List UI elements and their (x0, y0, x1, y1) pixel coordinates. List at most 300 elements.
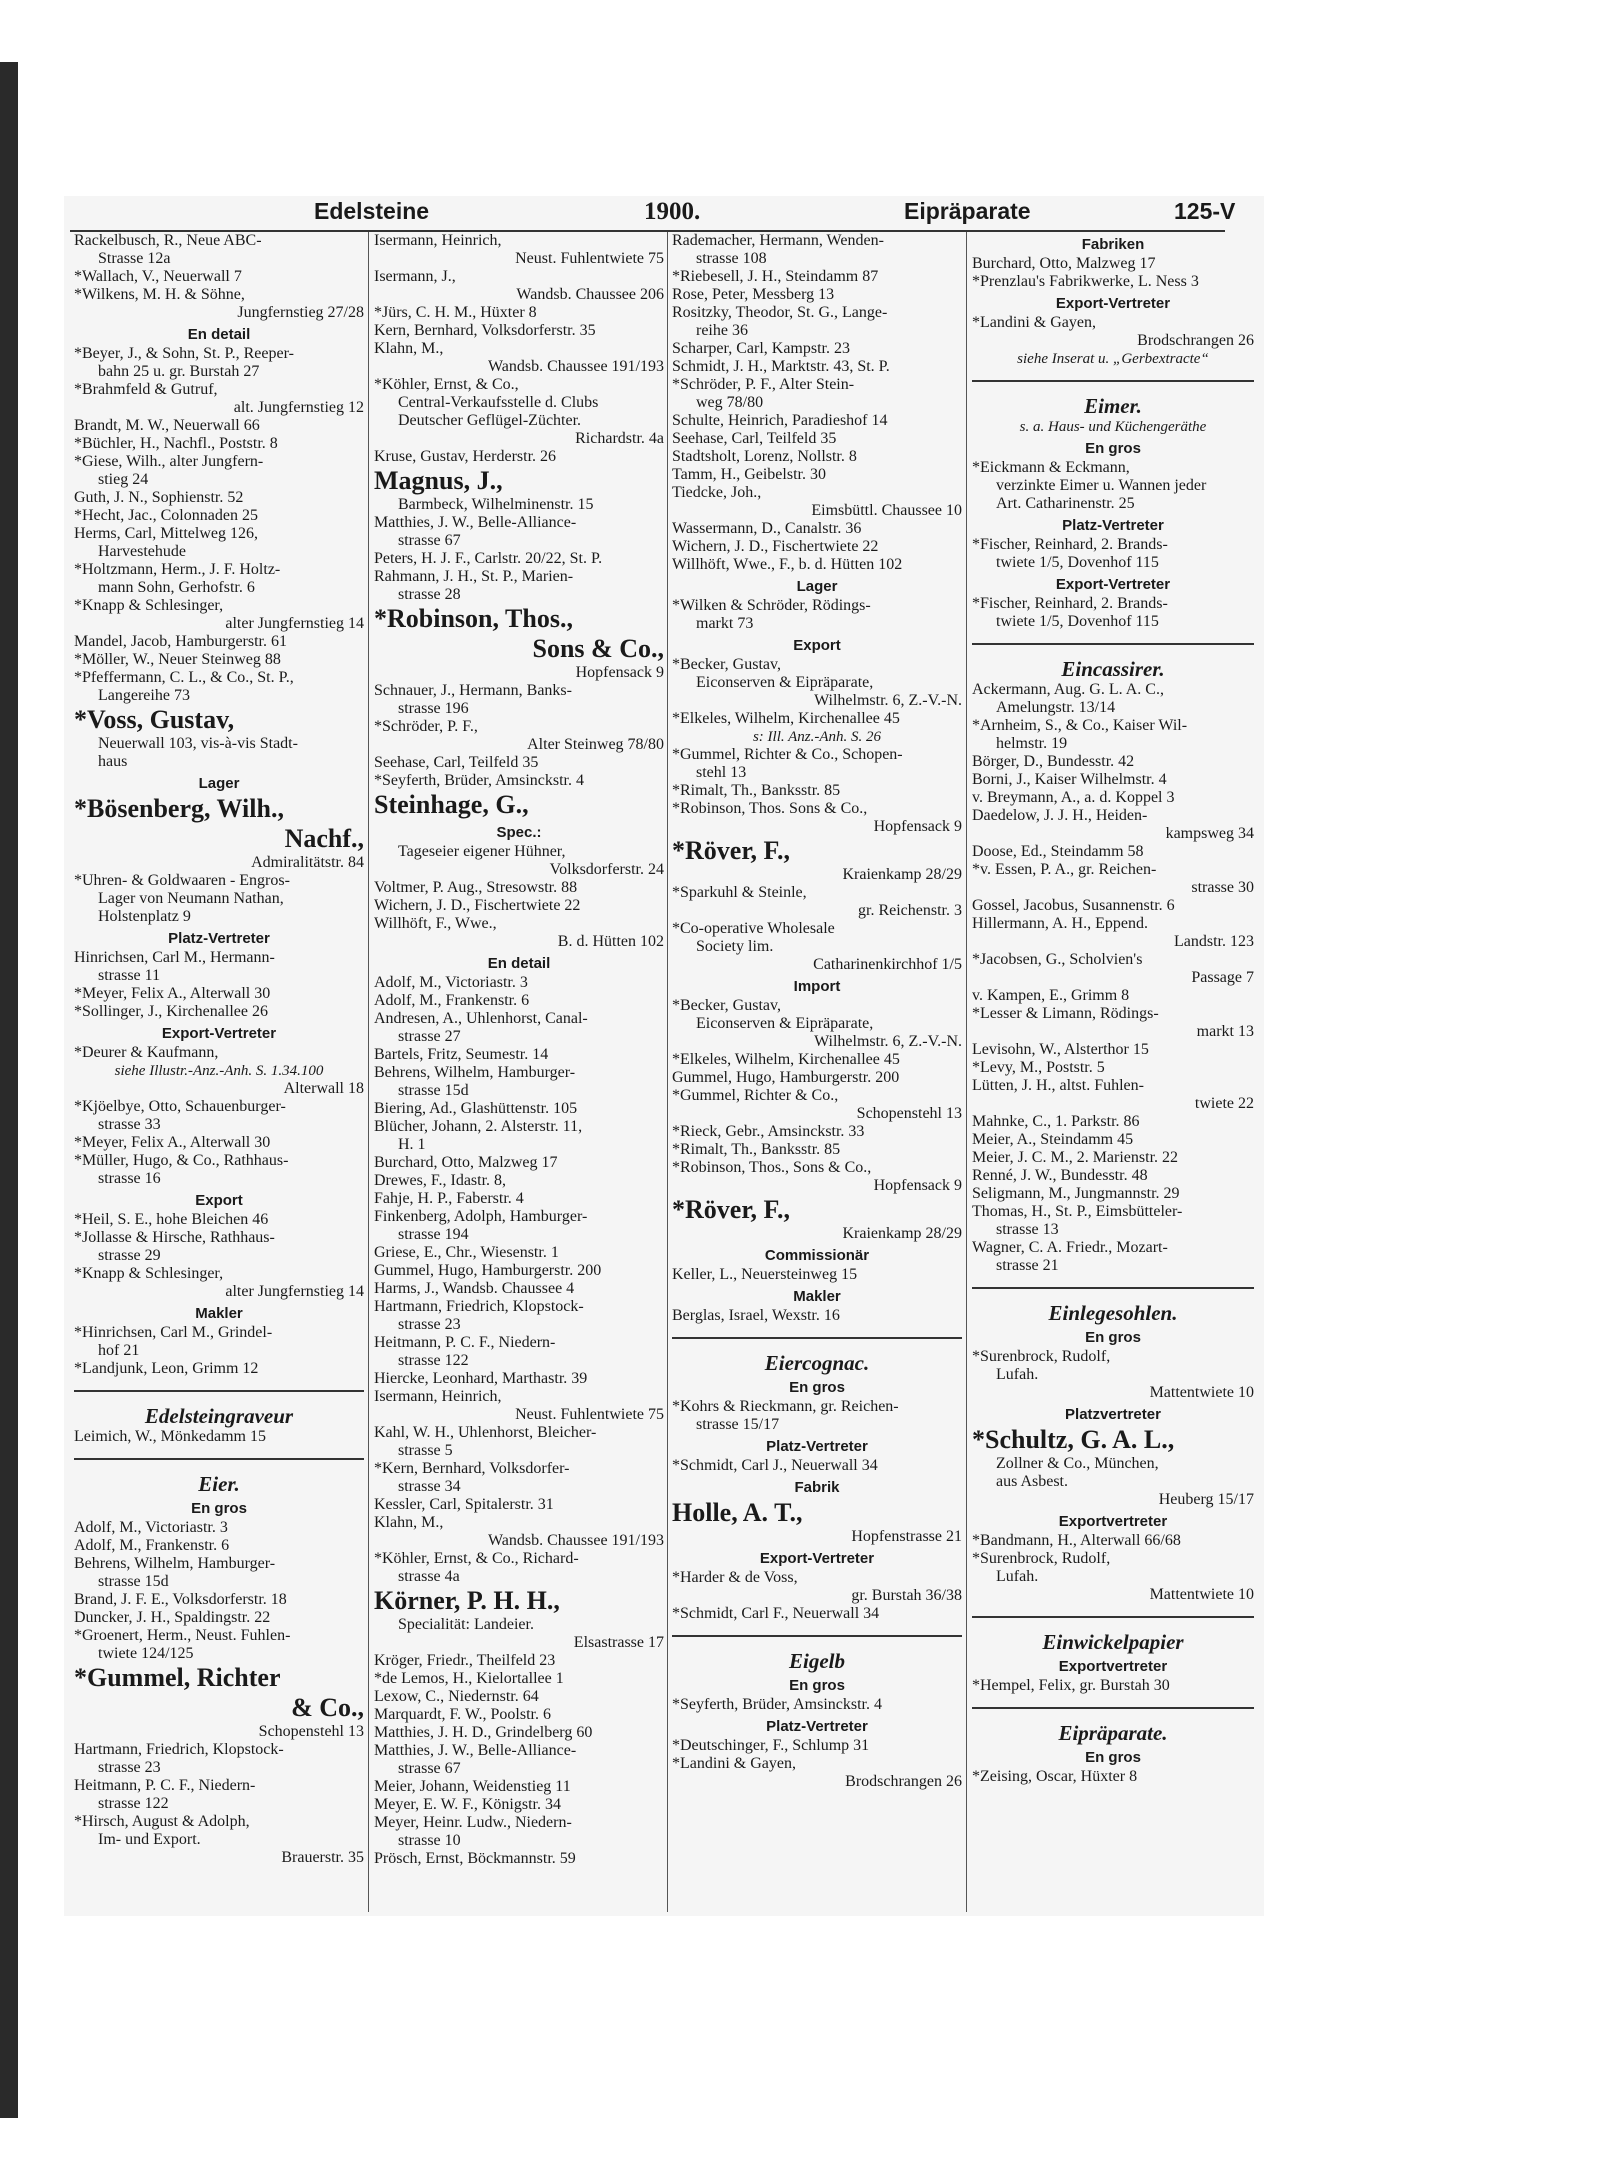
entry-continuation: strasse 11 (98, 967, 161, 984)
directory-entry: Drewes, F., Idastr. 8, (374, 1172, 507, 1189)
directory-entry: Klahn, M., (374, 340, 444, 357)
directory-entry: *Elkeles, Wilhelm, Kirchenallee 45 (672, 1051, 900, 1068)
entry-continuation: twiete 1/5, Dovenhof 115 (996, 613, 1159, 630)
directory-entry: v. Breymann, A., a. d. Koppel 3 (972, 789, 1175, 806)
entry-continuation: hof 21 (98, 1342, 140, 1359)
header-middle-title: Eipräparate (904, 198, 1031, 224)
directory-column-1 (74, 232, 364, 1912)
directory-entry: Schmidt, J. H., Marktstr. 43, St. P. (672, 358, 890, 375)
directory-entry: Schnauer, J., Hermann, Banks- (374, 682, 572, 699)
directory-entry: *Surenbrock, Rudolf, (972, 1550, 1111, 1567)
entry-continuation: strasse 108 (696, 250, 767, 267)
directory-entry: Bartels, Fritz, Seumestr. 14 (374, 1046, 549, 1063)
entry-continuation: strasse 122 (98, 1795, 169, 1812)
directory-entry: *Kern, Bernhard, Volksdorfer- (374, 1460, 570, 1477)
directory-entry: Adolf, M., Victoriastr. 3 (74, 1519, 228, 1536)
directory-entry: Wichern, J. D., Fischertwiete 22 (672, 538, 879, 555)
column-divider (667, 232, 668, 1912)
reference-note: s: Ill. Anz.-Anh. S. 26 (752, 729, 882, 745)
section-subheading: En detail (487, 955, 551, 972)
directory-entry: Gummel, Hugo, Hamburgerstr. 200 (672, 1069, 900, 1086)
entry-address: Volksdorferstr. 24 (549, 861, 664, 878)
section-subheading: Platz-Vertreter (766, 1718, 868, 1735)
entry-continuation: strasse 10 (398, 1832, 461, 1849)
directory-entry: *Schmidt, Carl F., Neuerwall 34 (672, 1605, 880, 1622)
directory-entry: Seligmann, M., Jungmannstr. 29 (972, 1185, 1180, 1202)
directory-entry: Tiedcke, Joh., (672, 484, 762, 501)
directory-entry: *Schröder, P. F., Alter Stein- (672, 376, 855, 393)
entry-address: Alter Steinweg 78/80 (527, 736, 664, 753)
featured-entry: *Röver, F., (672, 1195, 790, 1224)
featured-entry: *Robinson, Thos., (374, 604, 573, 633)
directory-entry: *Prenzlau's Fabrikwerke, L. Ness 3 (972, 273, 1199, 290)
reference-note: siehe Illustr.-Anz.-Anh. S. 1.34.100 (114, 1063, 324, 1079)
directory-entry: Meier, J. C. M., 2. Marienstr. 22 (972, 1149, 1179, 1166)
directory-entry: *Seyferth, Brüder, Amsinckstr. 4 (672, 1696, 882, 1713)
directory-entry: *Riebesell, J. H., Steindamm 87 (672, 268, 879, 285)
directory-entry: *Heil, S. E., hohe Bleichen 46 (74, 1211, 269, 1228)
directory-entry: Burchard, Otto, Malzweg 17 (374, 1154, 558, 1171)
directory-entry: *Seyferth, Brüder, Amsinckstr. 4 (374, 772, 584, 789)
directory-entry: Peters, H. J. F., Carlstr. 20/22, St. P. (374, 550, 603, 567)
directory-entry: Brandt, M. W., Neuerwall 66 (74, 417, 260, 434)
section-subheading: Export (793, 637, 841, 654)
section-subheading: Export-Vertreter (161, 1025, 277, 1042)
entry-address: Hopfensack 9 (873, 1177, 962, 1194)
featured-entry: Holle, A. T., (672, 1498, 803, 1527)
entry-continuation: Art. Catharinenstr. 25 (996, 495, 1135, 512)
entry-continuation: strasse 196 (398, 700, 469, 717)
section-subheading: Export-Vertreter (1055, 295, 1171, 312)
directory-entry: *Giese, Wilh., alter Jungfern- (74, 453, 264, 470)
section-title: Eiercognac. (672, 1337, 962, 1375)
featured-entry: Körner, P. H. H., (374, 1586, 560, 1615)
entry-address: Elsastrasse 17 (573, 1634, 664, 1651)
directory-entry: *Meyer, Felix A., Alterwall 30 (74, 985, 271, 1002)
section-subheading: Lager (796, 578, 838, 595)
entry-continuation: Eiconserven & Eipräparate, (696, 1015, 874, 1032)
entry-address: gr. Burstah 36/38 (851, 1587, 962, 1604)
entry-continuation: strasse 15/17 (696, 1416, 780, 1433)
entry-continuation: Amelungstr. 13/14 (996, 699, 1116, 716)
directory-entry: *Sollinger, J., Kirchenallee 26 (74, 1003, 268, 1020)
entry-address: twiete 22 (1194, 1095, 1254, 1112)
featured-entry: *Voss, Gustav, (74, 705, 235, 734)
directory-entry: Seehase, Carl, Teilfeld 35 (374, 754, 539, 771)
directory-entry: Rositzky, Theodor, St. G., Lange- (672, 304, 888, 321)
directory-entry: Meier, Johann, Weidenstieg 11 (374, 1778, 571, 1795)
entry-address: alter Jungfernstieg 14 (225, 1283, 364, 1300)
directory-entry: Matthies, J. H. D., Grindelberg 60 (374, 1724, 593, 1741)
directory-entry: *Rimalt, Th., Banksstr. 85 (672, 782, 841, 799)
directory-entry: *Hecht, Jac., Colonnaden 25 (74, 507, 258, 524)
entry-continuation: Harvestehude (98, 543, 186, 560)
entry-continuation: strasse 67 (398, 532, 461, 549)
featured-entry: & Co., (291, 1693, 364, 1722)
directory-entry: Keller, L., Neuersteinweg 15 (672, 1266, 858, 1283)
directory-entry: Prösch, Ernst, Böckmannstr. 59 (374, 1850, 576, 1867)
directory-entry: Stadtsholt, Lorenz, Nollstr. 8 (672, 448, 857, 465)
directory-entry: *Lesser & Limann, Rödings- (972, 1005, 1159, 1022)
directory-entry: *Jacobsen, G., Scholvien's (972, 951, 1143, 968)
directory-entry: Brand, J. F. E., Volksdorferstr. 18 (74, 1591, 287, 1608)
entry-continuation: stieg 24 (98, 471, 149, 488)
directory-entry: Kern, Bernhard, Volksdorferstr. 35 (374, 322, 596, 339)
directory-entry: *Becker, Gustav, (672, 656, 781, 673)
directory-entry: *Gummel, Richter & Co., Schopen- (672, 746, 903, 763)
directory-entry: Hinrichsen, Carl M., Hermann- (74, 949, 275, 966)
entry-continuation: twiete 1/5, Dovenhof 115 (996, 554, 1159, 571)
entry-continuation: Society lim. (696, 938, 774, 955)
entry-continuation: weg 78/80 (696, 394, 764, 411)
entry-address: Mattentwiete 10 (1149, 1384, 1254, 1401)
entry-continuation: H. 1 (398, 1136, 426, 1153)
entry-continuation: Lufah. (996, 1366, 1039, 1383)
directory-entry: *Gummel, Richter & Co., (672, 1087, 839, 1104)
section-subheading: Export (195, 1192, 243, 1209)
entry-continuation: strasse 15d (98, 1573, 169, 1590)
directory-entry: Wichern, J. D., Fischertwiete 22 (374, 897, 581, 914)
entry-continuation: reihe 36 (696, 322, 748, 339)
entry-continuation: twiete 124/125 (98, 1645, 194, 1662)
directory-entry: Meyer, Heinr. Ludw., Niedern- (374, 1814, 572, 1831)
directory-entry: Duncker, J. H., Spaldingstr. 22 (74, 1609, 271, 1626)
directory-entry: Heitmann, P. C. F., Niedern- (74, 1777, 256, 1794)
directory-entry: Andresen, A., Uhlenhorst, Canal- (374, 1010, 588, 1027)
entry-continuation: strasse 15d (398, 1082, 469, 1099)
reference-note: s. a. Haus- und Küchengeräthe (1019, 419, 1207, 435)
directory-entry: *Büchler, H., Nachfl., Poststr. 8 (74, 435, 278, 452)
directory-entry: Borni, J., Kaiser Wilhelmstr. 4 (972, 771, 1167, 788)
directory-entry: *Eickmann & Eckmann, (972, 459, 1130, 476)
section-subheading: Import (793, 978, 841, 995)
directory-entry: Rose, Peter, Messberg 13 (672, 286, 835, 303)
featured-entry: Sons & Co., (532, 634, 664, 663)
directory-entry: Marquardt, F. W., Poolstr. 6 (374, 1706, 551, 1723)
entry-continuation: Deutscher Geflügel-Züchter. (398, 412, 582, 429)
featured-entry: *Gummel, Richter (74, 1663, 281, 1692)
directory-entry: Isermann, J., (374, 268, 456, 285)
section-subheading: Exportvertreter (1058, 1513, 1168, 1530)
entry-continuation: strasse 33 (98, 1116, 161, 1133)
directory-entry: *Becker, Gustav, (672, 997, 781, 1014)
directory-entry: Kruse, Gustav, Herderstr. 26 (374, 448, 557, 465)
directory-column-4 (972, 232, 1254, 1912)
directory-entry: *Elkeles, Wilhelm, Kirchenallee 45 (672, 710, 900, 727)
section-subheading: Lager (198, 775, 240, 792)
directory-entry: Rahmann, J. H., St. P., Marien- (374, 568, 574, 585)
section-subheading: Exportvertreter (1058, 1658, 1168, 1675)
entry-address: Brodschrangen 26 (845, 1773, 962, 1790)
directory-entry: Meyer, E. W. F., Königstr. 34 (374, 1796, 561, 1813)
entry-continuation: Tageseier eigener Hühner, (398, 843, 566, 860)
directory-entry: Adolf, M., Frankenstr. 6 (374, 992, 530, 1009)
directory-entry: Fahje, H. P., Faberstr. 4 (374, 1190, 524, 1207)
directory-entry: Wassermann, D., Canalstr. 36 (672, 520, 862, 537)
entry-continuation: Specialität: Landeier. (398, 1616, 534, 1633)
directory-column-2 (374, 232, 664, 1912)
directory-entry: Adolf, M., Victoriastr. 3 (374, 974, 528, 991)
directory-entry: Meier, A., Steindamm 45 (972, 1131, 1134, 1148)
entry-address: Wilhelmstr. 6, Z.-V.-N. (814, 1033, 962, 1050)
header-year: 1900. (644, 198, 701, 225)
section-subheading: Platz-Vertreter (766, 1438, 868, 1455)
entry-address: Schopenstehl 13 (258, 1723, 364, 1740)
directory-entry: *Köhler, Ernst, & Co., (374, 376, 519, 393)
directory-entry: Kessler, Carl, Spitalerstr. 31 (374, 1496, 554, 1513)
directory-entry: *Köhler, Ernst, & Co., Richard- (374, 1550, 579, 1567)
directory-entry: *Wilken & Schröder, Rödings- (672, 597, 871, 614)
directory-entry: v. Kampen, E., Grimm 8 (972, 987, 1130, 1004)
directory-entry: *Uhren- & Goldwaaren - Engros- (74, 872, 290, 889)
directory-entry: *Landini & Gayen, (972, 314, 1096, 331)
section-title: Eipräparate. (972, 1707, 1254, 1745)
section-title: Eigelb (672, 1635, 962, 1673)
section-title: Eimer. (972, 380, 1254, 418)
section-subheading: En gros (789, 1677, 845, 1694)
directory-entry: *Arnheim, S., & Co., Kaiser Wil- (972, 717, 1188, 734)
directory-entry: Blücher, Johann, 2. Alsterstr. 11, (374, 1118, 583, 1135)
directory-entry: *Jürs, C. H. M., Hüxter 8 (374, 304, 537, 321)
section-subheading: Export-Vertreter (1055, 576, 1171, 593)
directory-entry: *Co-operative Wholesale (672, 920, 835, 937)
entry-address: B. d. Hütten 102 (557, 933, 664, 950)
featured-entry: *Röver, F., (672, 836, 790, 865)
directory-entry: *Möller, W., Neuer Steinweg 88 (74, 651, 281, 668)
section-subheading: Spec.: (496, 824, 542, 841)
entry-continuation: strasse 23 (98, 1759, 161, 1776)
directory-entry: Harms, J., Wandsb. Chaussee 4 (374, 1280, 575, 1297)
directory-entry: *Deutschinger, F., Schlump 31 (672, 1737, 870, 1754)
section-title: Einlegesohlen. (972, 1287, 1254, 1325)
entry-address: alter Jungfernstieg 14 (225, 615, 364, 632)
directory-entry: Doose, Ed., Steindamm 58 (972, 843, 1144, 860)
directory-entry: *Pfeffermann, C. L., & Co., St. P., (74, 669, 294, 686)
entry-address: Heuberg 15/17 (1158, 1491, 1254, 1508)
entry-continuation: strasse 34 (398, 1478, 461, 1495)
directory-entry: *Landjunk, Leon, Grimm 12 (74, 1360, 259, 1377)
entry-continuation: Lufah. (996, 1568, 1039, 1585)
directory-entry: Lütten, J. H., altst. Fuhlen- (972, 1077, 1144, 1094)
directory-entry: Willhöft, Wwe., F., b. d. Hütten 102 (672, 556, 903, 573)
directory-entry: *Brahmfeld & Gutruf, (74, 381, 218, 398)
section-subheading: Platz-Vertreter (168, 930, 270, 947)
entry-address: Mattentwiete 10 (1149, 1586, 1254, 1603)
directory-entry: Ackermann, Aug. G. L. A. C., (972, 681, 1164, 698)
reference-note: siehe Inserat u. „Gerbextracte“ (1017, 351, 1209, 367)
entry-continuation: bahn 25 u. gr. Burstah 27 (98, 363, 260, 380)
entry-address: Hopfenstrasse 21 (851, 1528, 962, 1545)
directory-entry: Hillermann, A. H., Eppend. (972, 915, 1148, 932)
directory-entry: *Holtzmann, Herm., J. F. Holtz- (74, 561, 281, 578)
directory-entry: *Fischer, Reinhard, 2. Brands- (972, 595, 1168, 612)
directory-entry: Voltmer, P. Aug., Stresowstr. 88 (374, 879, 578, 896)
entry-continuation: strasse 21 (996, 1257, 1059, 1274)
entry-address: Wandsb. Chaussee 206 (516, 286, 664, 303)
entry-address: Schopenstehl 13 (856, 1105, 962, 1122)
directory-entry: *de Lemos, H., Kielortallee 1 (374, 1670, 564, 1687)
entry-continuation: Holstenplatz 9 (98, 908, 191, 925)
entry-continuation: strasse 194 (398, 1226, 469, 1243)
entry-address: markt 13 (1196, 1023, 1254, 1040)
directory-entry: *Beyer, J., & Sohn, St. P., Reeper- (74, 345, 294, 362)
entry-address: Passage 7 (1191, 969, 1254, 986)
entry-address: Wandsb. Chaussee 191/193 (487, 358, 664, 375)
directory-entry: *Kohrs & Rieckmann, gr. Reichen- (672, 1398, 899, 1415)
directory-entry: Isermann, Heinrich, (374, 232, 502, 249)
directory-entry: Behrens, Wilhelm, Hamburger- (374, 1064, 576, 1081)
page-header (64, 198, 1264, 230)
entry-continuation: aus Asbest. (996, 1473, 1068, 1490)
section-subheading: Export-Vertreter (759, 1550, 875, 1567)
section-subheading: En gros (191, 1500, 247, 1517)
entry-continuation: strasse 122 (398, 1352, 469, 1369)
column-divider (966, 232, 967, 1912)
directory-entry: *Levy, M., Poststr. 5 (972, 1059, 1105, 1076)
directory-entry: Wagner, C. A. Friedr., Mozart- (972, 1239, 1168, 1256)
directory-entry: *Sparkuhl & Steinle, (672, 884, 807, 901)
entry-address: strasse 30 (1191, 879, 1254, 896)
directory-entry: Griese, E., Chr., Wiesenstr. 1 (374, 1244, 559, 1261)
entry-address: Brauerstr. 35 (281, 1849, 364, 1866)
directory-entry: Biering, Ad., Glashüttenstr. 105 (374, 1100, 578, 1117)
directory-entry: Thomas, H., St. P., Eimsbütteler- (972, 1203, 1183, 1220)
entry-address: Alterwall 18 (283, 1080, 364, 1097)
directory-entry: Berglas, Israel, Wexstr. 16 (672, 1307, 840, 1324)
directory-entry: *Kjöelbye, Otto, Schauenburger- (74, 1098, 286, 1115)
directory-entry: Heitmann, P. C. F., Niedern- (374, 1334, 556, 1351)
directory-column-3 (672, 232, 962, 1912)
directory-entry: Lexow, C., Niedernstr. 64 (374, 1688, 539, 1705)
entry-address: Wilhelmstr. 6, Z.-V.-N. (814, 692, 962, 709)
entry-continuation: Central-Verkaufsstelle d. Clubs (398, 394, 599, 411)
entry-continuation: strasse 27 (398, 1028, 461, 1045)
section-subheading: Platzvertreter (1065, 1406, 1161, 1423)
directory-entry: *Jollasse & Hirsche, Rathhaus- (74, 1229, 275, 1246)
entry-address: Wandsb. Chaussee 191/193 (487, 1532, 664, 1549)
section-title: Einwickelpapier (972, 1616, 1254, 1654)
column-divider (368, 232, 369, 1912)
directory-entry: *v. Essen, P. A., gr. Reichen- (972, 861, 1157, 878)
entry-address: Jungfernstieg 27/28 (237, 304, 364, 321)
entry-continuation: strasse 28 (398, 586, 461, 603)
entry-continuation: Lager von Neumann Nathan, (98, 890, 284, 907)
directory-entry: *Surenbrock, Rudolf, (972, 1348, 1111, 1365)
section-title: Eincassirer. (972, 643, 1254, 681)
entry-address: Richardstr. 4a (575, 430, 664, 447)
featured-entry: Nachf., (284, 824, 364, 853)
directory-entry: Adolf, M., Frankenstr. 6 (74, 1537, 230, 1554)
section-subheading: En gros (1085, 1329, 1141, 1346)
directory-entry: Klahn, M., (374, 1514, 444, 1531)
entry-continuation: mann Sohn, Gerhofstr. 6 (98, 579, 255, 596)
directory-entry: *Groenert, Herm., Neust. Fuhlen- (74, 1627, 291, 1644)
featured-entry: Magnus, J., (374, 466, 503, 495)
scan-edge-bar (0, 62, 18, 2118)
directory-entry: *Hempel, Felix, gr. Burstah 30 (972, 1677, 1170, 1694)
entry-address: Eimsbüttl. Chaussee 10 (811, 502, 962, 519)
entry-address: Hopfensack 9 (873, 818, 962, 835)
section-subheading: Commissionär (764, 1247, 870, 1264)
directory-entry: Rademacher, Hermann, Wenden- (672, 232, 884, 249)
entry-continuation: helmstr. 19 (996, 735, 1068, 752)
directory-entry: *Müller, Hugo, & Co., Rathhaus- (74, 1152, 289, 1169)
directory-entry: Scharper, Carl, Kampstr. 23 (672, 340, 850, 357)
entry-address: Kraienkamp 28/29 (842, 1225, 962, 1242)
entry-address: Landstr. 123 (1174, 933, 1254, 950)
entry-continuation: strasse 67 (398, 1760, 461, 1777)
directory-entry: *Knapp & Schlesinger, (74, 597, 224, 614)
directory-entry: Matthies, J. W., Belle-Alliance- (374, 514, 577, 531)
entry-continuation: strasse 13 (996, 1221, 1059, 1238)
directory-entry: *Robinson, Thos., Sons & Co., (672, 1159, 872, 1176)
featured-entry: Steinhage, G., (374, 790, 529, 819)
entry-continuation: strasse 5 (398, 1442, 453, 1459)
featured-entry: *Schultz, G. A. L., (972, 1425, 1175, 1454)
directory-entry: Schulte, Heinrich, Paradieshof 14 (672, 412, 888, 429)
directory-entry: *Rieck, Gebr., Amsinckstr. 33 (672, 1123, 865, 1140)
directory-entry: Seehase, Carl, Teilfeld 35 (672, 430, 837, 447)
entry-continuation: strasse 4a (398, 1568, 460, 1585)
directory-entry: *Wilkens, M. H. & Söhne, (74, 286, 245, 303)
directory-entry: *Robinson, Thos. Sons & Co., (672, 800, 868, 817)
directory-entry: Herms, Carl, Mittelweg 126, (74, 525, 258, 542)
entry-continuation: verzinkte Eimer u. Wannen jeder (996, 477, 1207, 494)
directory-entry: *Hinrichsen, Carl M., Grindel- (74, 1324, 273, 1341)
directory-entry: Rackelbusch, R., Neue ABC- (74, 232, 262, 249)
section-subheading: Fabriken (1081, 236, 1145, 253)
entry-address: Admiralitätstr. 84 (251, 854, 364, 871)
section-subheading: Makler (195, 1305, 243, 1322)
entry-continuation: stehl 13 (696, 764, 747, 781)
entry-continuation: Eiconserven & Eipräparate, (696, 674, 874, 691)
directory-entry: *Landini & Gayen, (672, 1755, 796, 1772)
directory-entry: Renné, J. W., Bundesstr. 48 (972, 1167, 1148, 1184)
entry-address: gr. Reichenstr. 3 (858, 902, 962, 919)
directory-entry: Hartmann, Friedrich, Klopstock- (374, 1298, 584, 1315)
directory-entry: Isermann, Heinrich, (374, 1388, 502, 1405)
entry-address: Kraienkamp 28/29 (842, 866, 962, 883)
directory-entry: *Hirsch, August & Adolph, (74, 1813, 250, 1830)
directory-entry: Gummel, Hugo, Hamburgerstr. 200 (374, 1262, 602, 1279)
directory-entry: Gossel, Jacobus, Susannenstr. 6 (972, 897, 1175, 914)
header-left-title: Edelsteine (314, 198, 430, 224)
directory-entry: Mandel, Jacob, Hamburgerstr. 61 (74, 633, 287, 650)
entry-continuation: Zollner & Co., München, (996, 1455, 1159, 1472)
directory-entry: *Bandmann, H., Alterwall 66/68 (972, 1532, 1181, 1549)
entry-continuation: strasse 23 (398, 1316, 461, 1333)
entry-address: alt. Jungfernstieg 12 (233, 399, 364, 416)
entry-continuation: haus (98, 753, 128, 770)
entry-address: Neust. Fuhlentwiete 75 (515, 1406, 664, 1423)
section-subheading: Makler (793, 1288, 841, 1305)
directory-entry: Börger, D., Bundesstr. 42 (972, 753, 1135, 770)
directory-entry: *Schröder, P. F., (374, 718, 478, 735)
entry-address: Brodschrangen 26 (1137, 332, 1254, 349)
directory-entry: Levisohn, W., Alsterthor 15 (972, 1041, 1149, 1058)
directory-entry: *Rimalt, Th., Banksstr. 85 (672, 1141, 841, 1158)
directory-entry: *Deurer & Kaufmann, (74, 1044, 219, 1061)
section-subheading: En detail (187, 326, 251, 343)
entry-address: Hopfensack 9 (575, 664, 664, 681)
directory-entry: Hiercke, Leonhard, Marthastr. 39 (374, 1370, 588, 1387)
directory-entry: Hartmann, Friedrich, Klopstock- (74, 1741, 284, 1758)
directory-entry: *Harder & de Voss, (672, 1569, 798, 1586)
directory-entry: *Knapp & Schlesinger, (74, 1265, 224, 1282)
directory-entry: Matthies, J. W., Belle-Alliance- (374, 1742, 577, 1759)
entry-continuation: strasse 16 (98, 1170, 161, 1187)
entry-continuation: Langereihe 73 (98, 687, 190, 704)
